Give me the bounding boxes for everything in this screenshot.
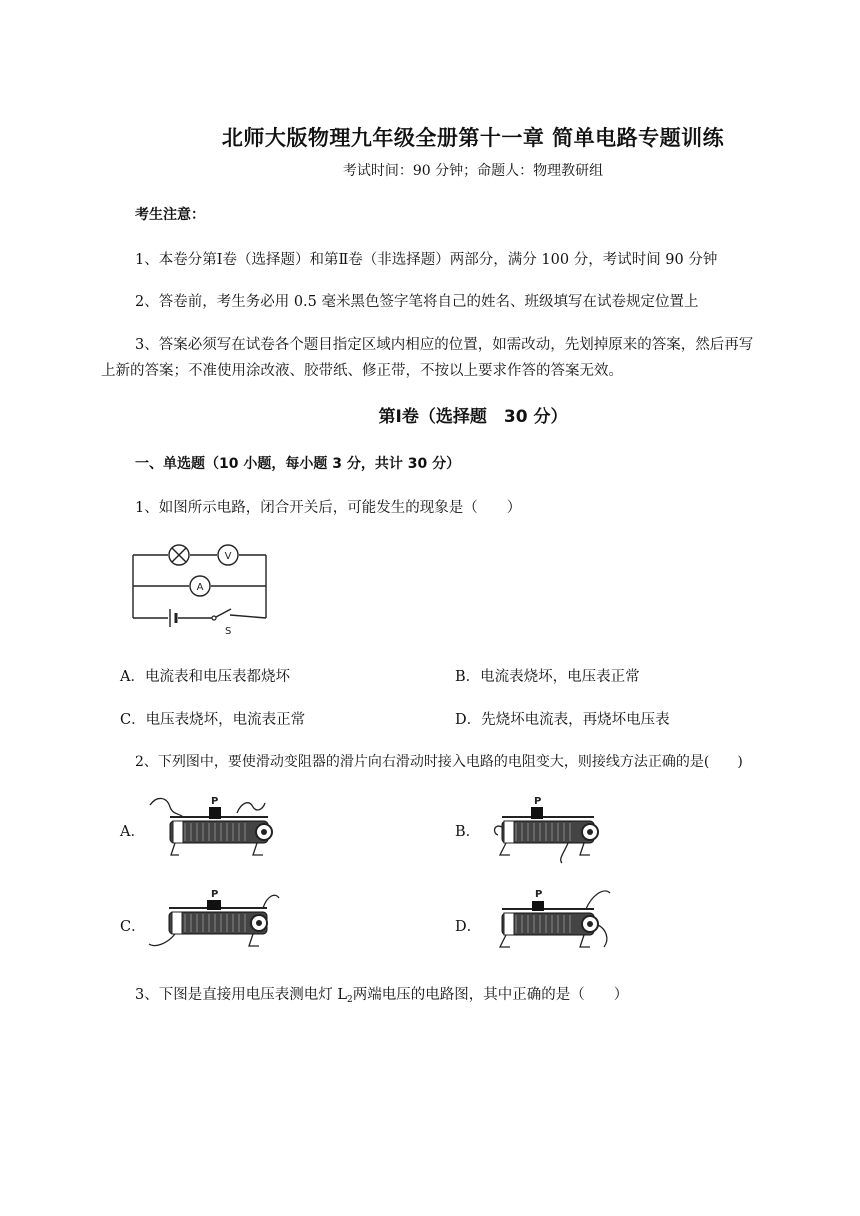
switch-label: S [225,626,232,635]
question-2-option-a-label: A． [120,824,145,840]
page-title: 北师大版物理九年级全册第十一章 简单电路专题训练 [221,126,725,150]
question-3-stem-subscript: 2 [346,995,353,1005]
notice-item-1: 1、本卷分第Ⅰ卷（选择题）和第Ⅱ卷（非选择题）两部分，满分 100 分，考试时间 90 分钟 [135,252,718,268]
question-1-stem: 1、如图所示电路，闭合开关后，可能发生的现象是（ ） [135,500,522,516]
rheostat-figure-d [488,885,618,957]
slider-label-a: P [211,796,219,807]
section-title: 第Ⅰ卷（选择题 30 分） [378,407,568,427]
question-2-option-b-label: B． [455,824,481,840]
ammeter-icon [190,576,210,596]
slider-label-c: P [211,889,219,900]
question-1-option-c: C．电压表烧坏，电流表正常 [120,712,306,728]
switch-icon [212,609,231,635]
lamp-icon [169,545,189,565]
notice-item-3-cont: 上新的答案；不准使用涂改液、胶带纸、修正带，不按以上要求作答的答案无效。 [101,363,623,379]
question-1-option-a: A．电流表和电压表都烧坏 [120,669,290,685]
question-1-option-b: B．电流表烧坏，电压表正常 [455,669,640,685]
question-2-stem: 2、下列图中，要使滑动变阻器的滑片向右滑动时接入电路的电阻变大，则接线方法正确的是( ) [135,754,743,770]
notice-heading: 考生注意： [135,207,205,223]
notice-item-3: 3、答案必须写在试卷各个题目指定区域内相应的位置，如需改动，先划掉原来的答案，然后再写 [135,337,754,353]
question-3-stem-prefix: 3、下图是直接用电压表测电灯 L [135,987,347,1003]
notice-item-2: 2、答卷前，考生务必用 0.5 毫米黑色签字笔将自己的姓名、班级填写在试卷规定位置上 [135,294,699,310]
rheostat-figure-c [145,888,285,954]
exam-subtitle: 考试时间：90 分钟；命题人：物理教研组 [342,163,604,179]
rheostat-figure-b [488,793,608,865]
rheostat-figure-a [145,793,280,863]
question-2-option-d-label: D． [455,919,482,935]
slider-label-b: P [534,796,542,807]
battery-icon [170,609,176,627]
question-3-stem [135,983,628,1005]
slider-label-d: P [535,889,543,900]
question-3-stem-suffix: 两端电压的电路图，其中正确的是（ ） [352,987,629,1003]
circuit-diagram-figure [130,543,275,635]
question-1-option-d: D．先烧坏电流表，再烧坏电压表 [455,712,670,728]
ammeter-label: A [196,582,204,593]
voltmeter-icon [218,545,238,565]
voltmeter-label: V [224,551,232,562]
group-heading: 一、单选题（10 小题，每小题 3 分，共计 30 分） [135,456,461,472]
question-2-option-c-label: C． [120,919,146,935]
